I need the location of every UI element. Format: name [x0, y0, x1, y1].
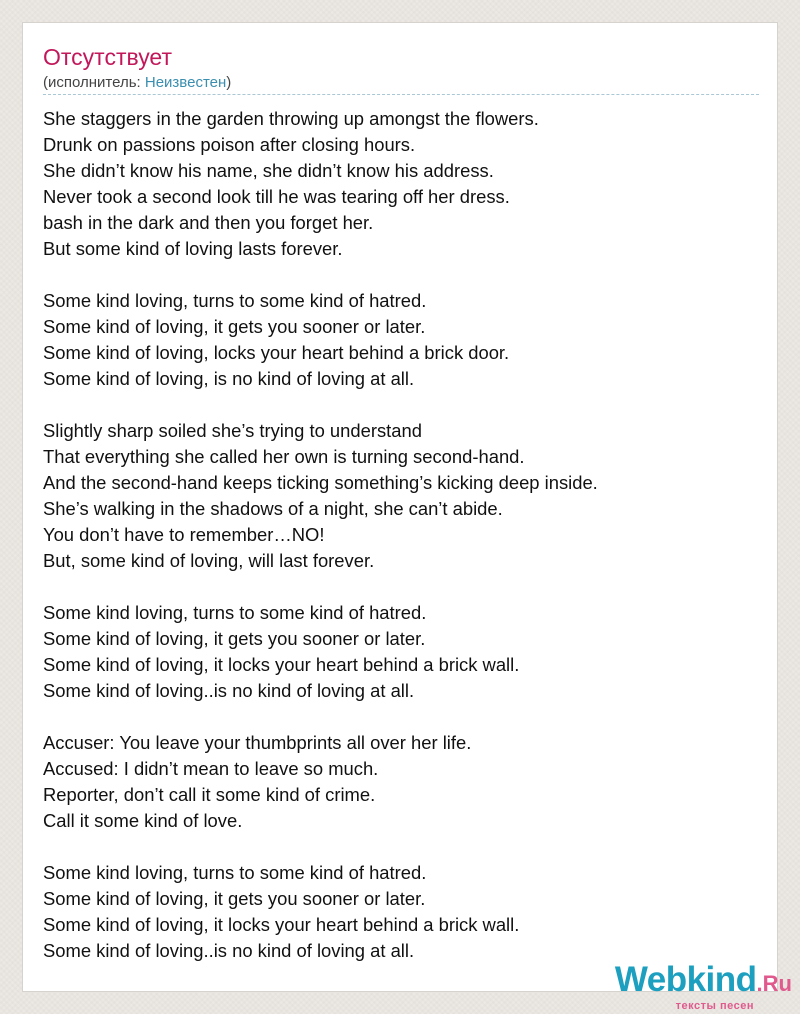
stanza-gap: [43, 574, 763, 600]
stanza-gap: [43, 704, 763, 730]
lyric-line: Some kind of loving, locks your heart behind a brick door.: [43, 342, 510, 363]
stanza-gap: [43, 392, 763, 418]
lyric-line: She’s walking in the shadows of a night, she can’t abide.: [43, 498, 503, 519]
lyric-line: You don’t have to remember…NO!: [43, 524, 325, 545]
song-title: Отсутствует: [43, 44, 172, 70]
lyric-line: Some kind loving, turns to some kind of hatred.: [43, 862, 427, 883]
site-logo[interactable]: [614, 960, 792, 1012]
lyric-line: Slightly sharp soiled she’s trying to understand: [43, 420, 422, 441]
lyric-line: Some kind loving, turns to some kind of hatred.: [43, 290, 427, 311]
logo-main-text: Webkind: [614, 960, 757, 999]
lyric-line: That everything she called her own is turning second-hand.: [43, 446, 525, 467]
artist-prefix: (исполнитель:: [43, 74, 145, 91]
lyric-line: Some kind loving, turns to some kind of hatred.: [43, 602, 427, 623]
lyric-line: Some kind of loving..is no kind of loving at all.: [43, 680, 415, 701]
lyric-line: Reporter, don’t call it some kind of crime.: [43, 784, 376, 805]
logo-suffix: .Ru: [756, 971, 792, 996]
lyrics-card: [22, 22, 778, 992]
logo-tagline: тексты песен: [675, 1000, 754, 1012]
lyric-line: Some kind of loving, it gets you sooner or later.: [43, 628, 426, 649]
divider: [43, 94, 759, 95]
lyric-line: Some kind of loving, it gets you sooner or later.: [43, 316, 426, 337]
lyric-line: Drunk on passions poison after closing hours.: [43, 134, 416, 155]
lyric-line: And the second-hand keeps ticking something’s kicking deep inside.: [43, 472, 598, 493]
lyric-line: Some kind of loving, it locks your heart behind a brick wall.: [43, 654, 520, 675]
lyric-line: Never took a second look till he was tearing off her dress.: [43, 186, 510, 207]
stanza-gap: [43, 262, 763, 288]
lyric-line: Some kind of loving, it gets you sooner or later.: [43, 888, 426, 909]
logo-wordmark: [614, 960, 792, 1004]
artist-suffix: ): [226, 74, 232, 91]
lyric-line: She didn’t know his name, she didn’t know his address.: [43, 160, 494, 181]
lyric-line: Some kind of loving, is no kind of loving at all.: [43, 368, 415, 389]
lyric-line: She staggers in the garden throwing up amongst the flowers.: [43, 108, 539, 129]
lyric-line: But some kind of loving lasts forever.: [43, 238, 343, 259]
stanza-gap: [43, 834, 763, 860]
lyric-line: Accuser: You leave your thumbprints all over her life.: [43, 732, 472, 753]
lyrics-text: [43, 106, 763, 964]
lyric-line: Some kind of loving, it locks your heart behind a brick wall.: [43, 914, 520, 935]
lyric-line: bash in the dark and then you forget her.: [43, 212, 374, 233]
artist-link[interactable]: Неизвестен: [144, 74, 227, 91]
lyric-line: Some kind of loving..is no kind of loving at all.: [43, 940, 415, 961]
lyric-line: Accused: I didn’t mean to leave so much.: [43, 758, 379, 779]
lyric-line: But, some kind of loving, will last forever.: [43, 550, 375, 571]
artist-line: [43, 74, 231, 92]
lyric-line: Call it some kind of love.: [43, 810, 243, 831]
